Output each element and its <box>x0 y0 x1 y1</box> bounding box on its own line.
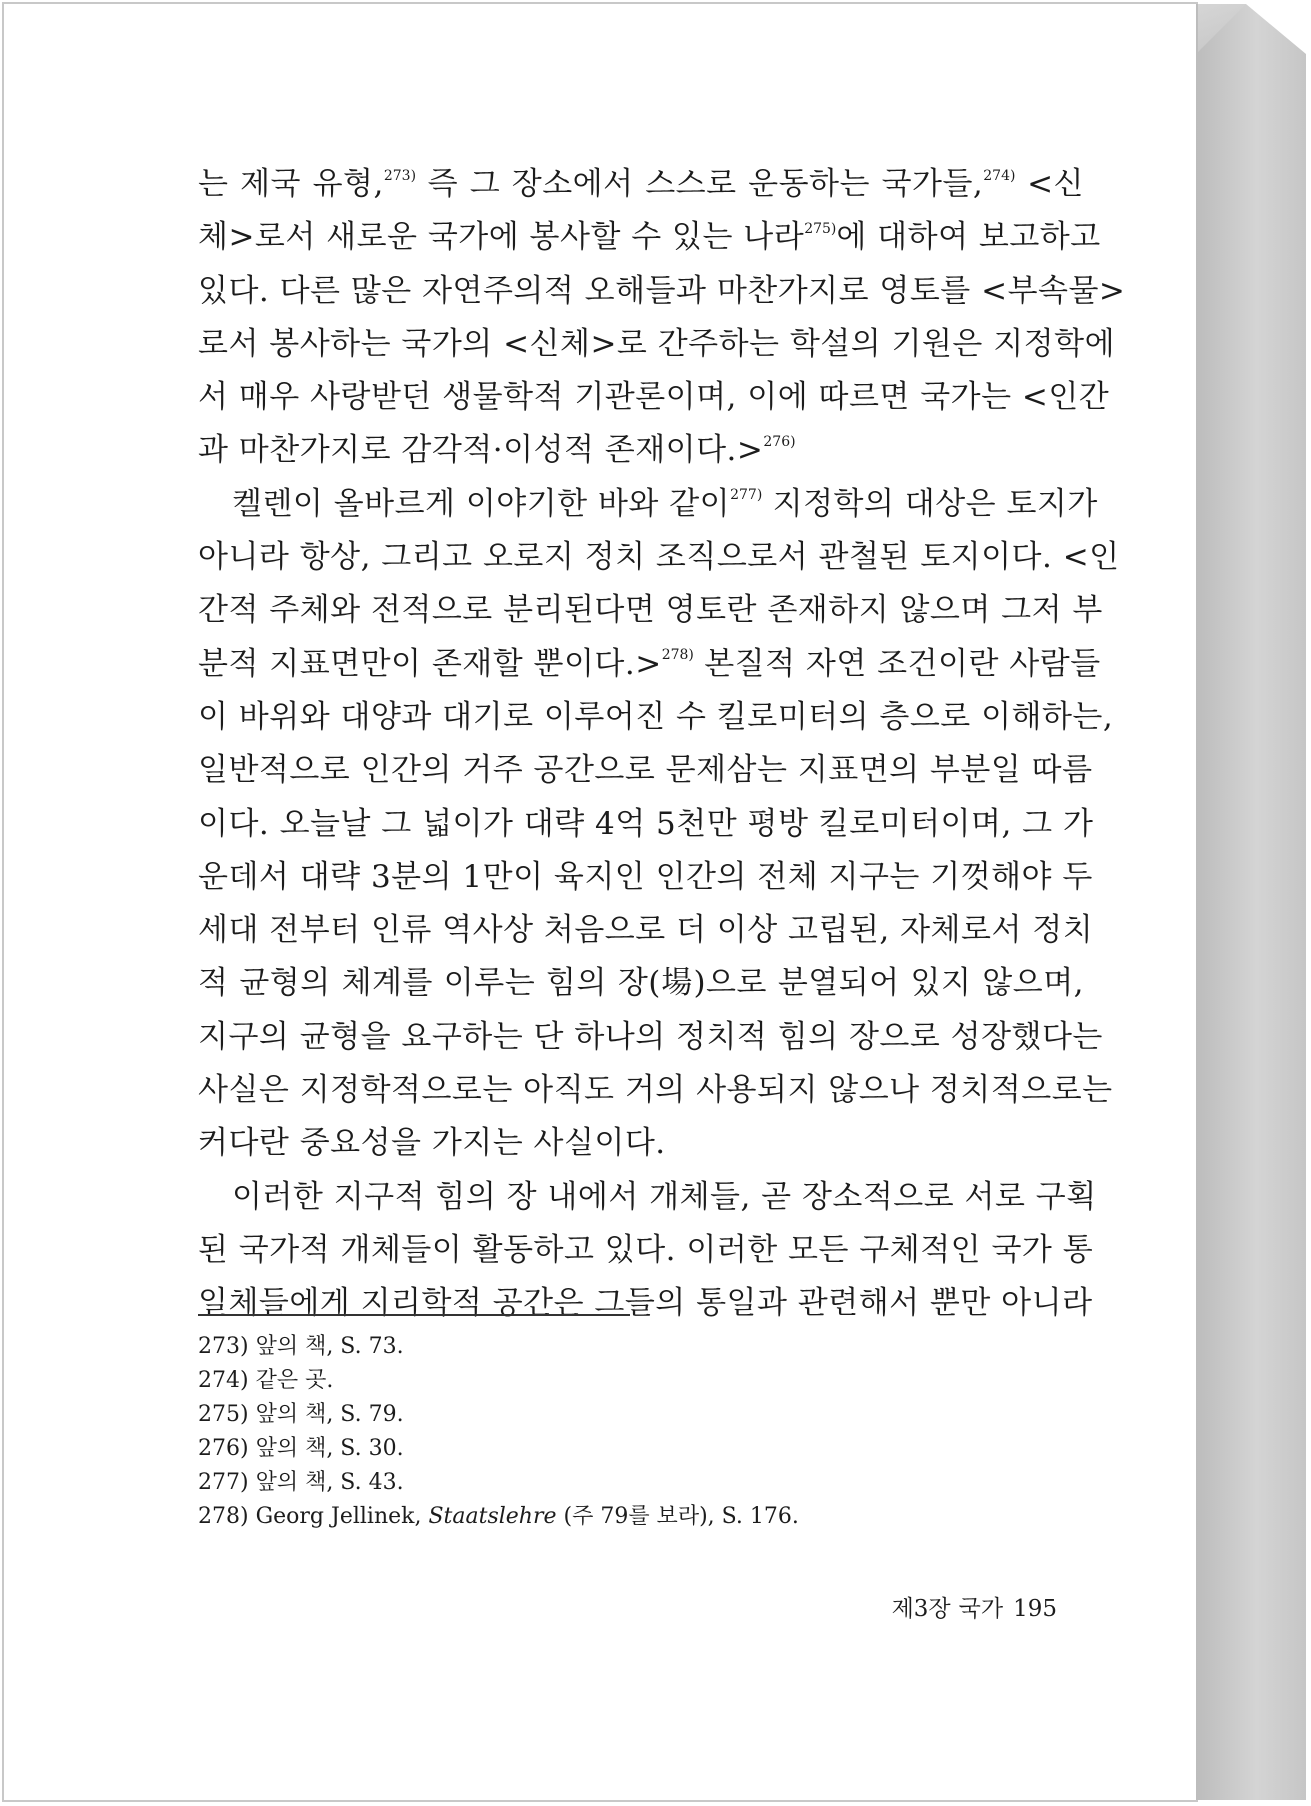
text-run: 체>로서 새로운 국가에 봉사할 수 있는 나라 <box>198 219 805 256</box>
footnote-274: 274) 같은 곳. <box>198 1368 334 1393</box>
text-line: 지구의 균형을 요구하는 단 하나의 정치적 힘의 장으로 성장했다는 <box>198 1018 1103 1055</box>
text-line <box>198 424 1084 477</box>
paragraph-3 <box>198 1171 1097 1331</box>
footnote-277: 277) 앞의 책, S. 43. <box>198 1470 404 1495</box>
text-line: 된 국가적 개체들이 활동하고 있다. 이러한 모든 구체적인 국가 통 <box>198 1231 1094 1268</box>
text-run: 본질적 자연 조건이란 사람들 <box>693 645 1101 682</box>
body-text <box>198 158 1126 1331</box>
footnote-ref-278[interactable]: 278) <box>661 647 694 664</box>
text-run: <신 <box>1015 166 1084 202</box>
footnote-ref-277[interactable]: 277) <box>730 487 763 504</box>
footnote-ref-275[interactable]: 275) <box>804 220 837 237</box>
text-line: 로서 봉사하는 국가의 <신체>로 간주하는 학설의 기원은 지정학에 <box>198 325 1116 362</box>
text-line: 간적 주체와 전적으로 분리된다면 영토란 존재하지 않으며 그저 부 <box>198 592 1103 629</box>
text-line: 있다. 다른 많은 자연주의적 오해들과 마찬가지로 영토를 <부속물> <box>198 272 1126 309</box>
text-line: 이러한 지구적 힘의 장 내에서 개체들, 곧 장소적으로 서로 구획 <box>232 1178 1097 1215</box>
text-line: 운데서 대략 3분의 1만이 육지인 인간의 전체 지구는 기껏해야 두 <box>198 858 1093 895</box>
text-line: 이 바위와 대양과 대기로 이루어진 수 킬로미터의 층으로 이해하는, <box>198 698 1114 735</box>
text-line <box>198 158 1084 211</box>
book-title: Staatslehre <box>428 1504 557 1529</box>
page-stack-edge <box>1196 4 1306 1800</box>
text-run: 분적 지표면만이 존재할 뿐이다.> <box>198 645 662 682</box>
text-run: 과 마찬가지로 감각적·이성적 존재이다.> <box>198 432 764 469</box>
text-line: 아니라 항상, 그리고 오로지 정치 조직으로서 관철된 토지이다. <인 <box>198 539 1120 576</box>
running-footer <box>892 1590 1057 1623</box>
text-run: 즉 그 장소에서 스스로 운동하는 국가들, <box>416 166 984 202</box>
page-number: 195 <box>1013 1596 1057 1622</box>
text-line: 사실은 지정학적으로는 아직도 거의 사용되지 않으나 정치적으로는 <box>198 1072 1113 1109</box>
chapter-label: 제3장 <box>891 1596 951 1622</box>
footnote-276: 276) 앞의 책, S. 30. <box>198 1436 404 1461</box>
footnote-divider <box>198 1314 630 1316</box>
text-line: 서 매우 사랑받던 생물학적 기관론이며, 이에 따르면 국가는 <인간 <box>198 379 1110 416</box>
footnote-ref-274[interactable]: 274) <box>983 167 1016 184</box>
footnote-275: 275) 앞의 책, S. 79. <box>198 1402 404 1427</box>
footnote-ref-273[interactable]: 273) <box>383 167 417 184</box>
paragraph-1 <box>198 158 1126 478</box>
text-line <box>198 211 1101 264</box>
text-run: 지정학의 대상은 토지가 <box>762 485 1098 522</box>
text-line: 이다. 오늘날 그 넓이가 대략 4억 5천만 평방 킬로미터이며, 그 가 <box>198 805 1094 842</box>
text-line: 세대 전부터 인류 역사상 처음으로 더 이상 고립된, 자체로서 정치 <box>198 912 1094 949</box>
footnote-278 <box>198 1500 1018 1534</box>
footnote-text: (주 79를 보라), S. 176. <box>556 1504 799 1529</box>
text-line: 적 균형의 체계를 이루는 힘의 장(場)으로 분열되어 있지 않으며, <box>198 965 1084 1002</box>
footnote-text: 278) Georg Jellinek, <box>198 1504 429 1529</box>
text-line: 일체들에게 지리학적 공간은 그들의 통일과 관련해서 뿐만 아니라 <box>198 1285 1093 1322</box>
text-run: 는 제국 유형, <box>198 166 384 202</box>
text-line <box>198 638 1101 691</box>
text-line: 커다란 중요성을 가지는 사실이다. <box>198 1125 666 1162</box>
footnote-ref-276[interactable]: 276) <box>763 434 796 451</box>
chapter-title: 국가 <box>958 1596 1004 1622</box>
footnote-273: 273) 앞의 책, S. 73. <box>198 1334 404 1359</box>
text-line <box>198 478 1098 531</box>
text-line: 일반적으로 인간의 거주 공간으로 문제삼는 지표면의 부분일 따름 <box>198 752 1093 789</box>
paragraph-2 <box>198 478 1120 1171</box>
footnotes <box>198 1330 1018 1534</box>
text-run: 에 대하여 보고하고 <box>836 219 1101 256</box>
text-run: 켈렌이 올바르게 이야기한 바와 같이 <box>232 485 731 522</box>
